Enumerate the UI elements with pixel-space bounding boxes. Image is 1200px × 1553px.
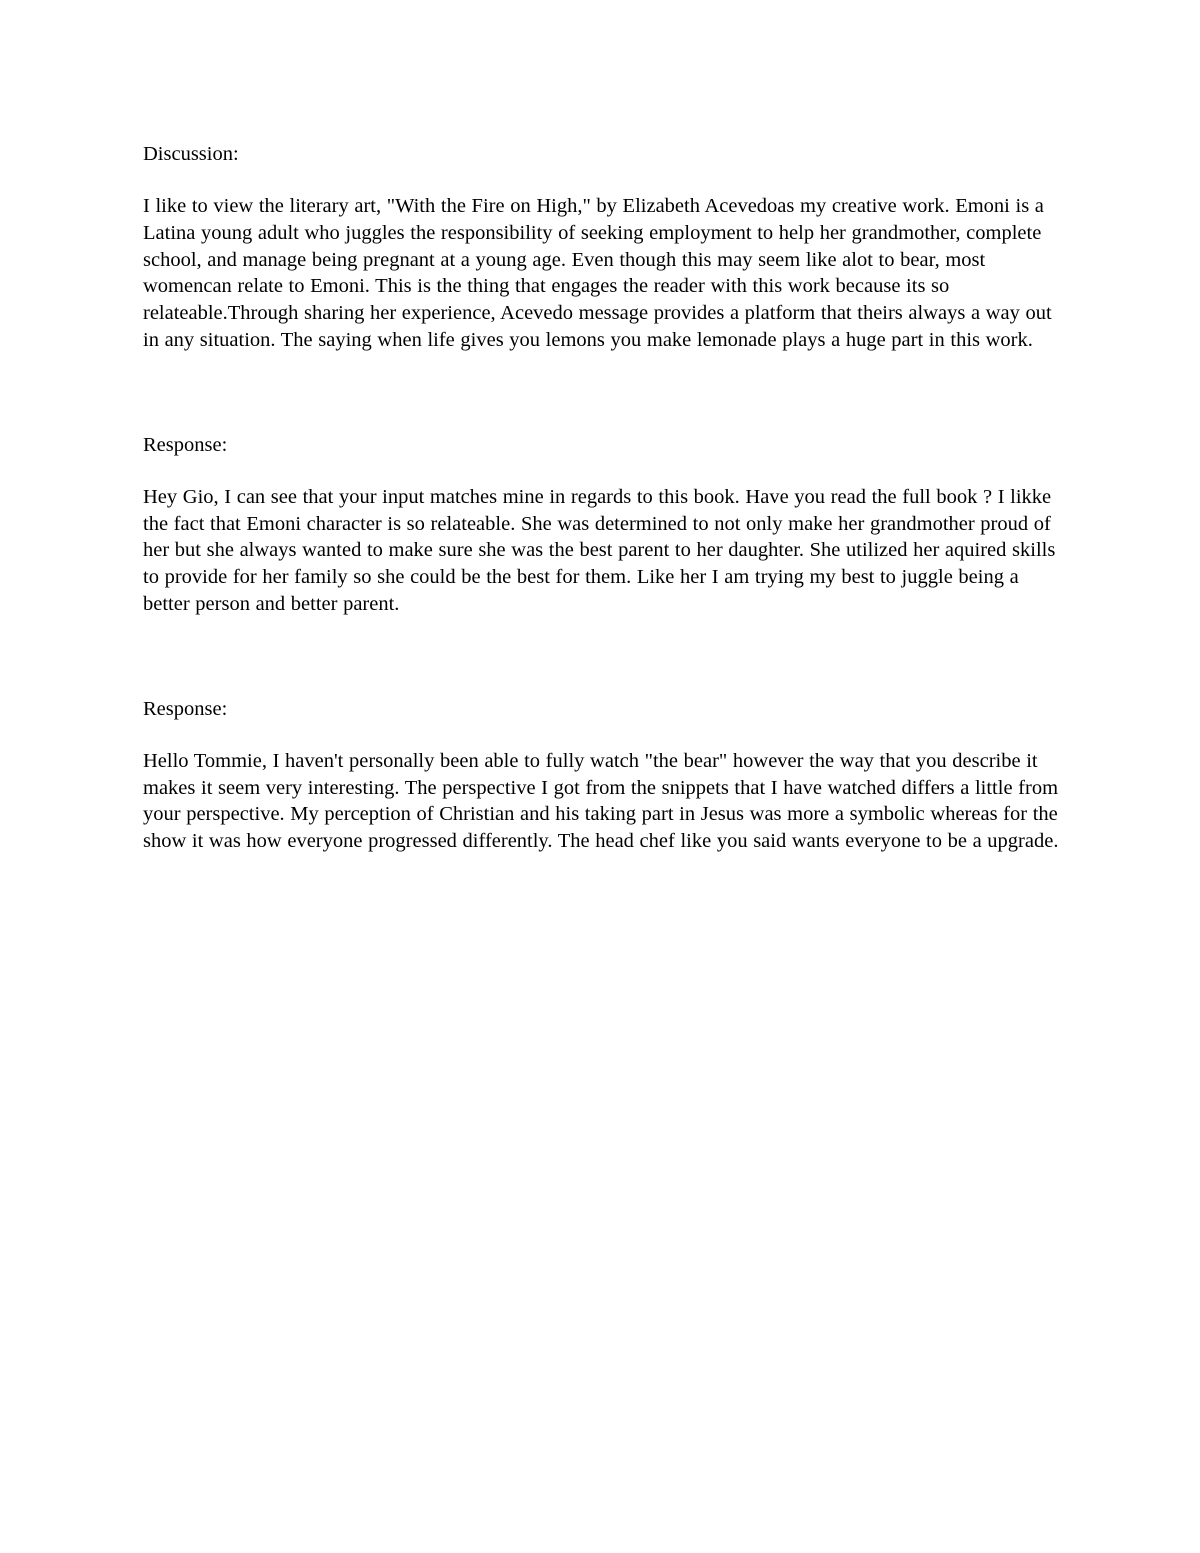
response-2-paragraph: Hello Tommie, I haven't personally been able to fully watch "the bear" however the way that you describe it makes it seem very interesting. The perspective I got from the snippets that I have watched differs a little from your perspective. My perception of Christian and his taking part in Jesus was more a symbolic whereas for the show it was how everyone progressed differently. The head chef like you said wants everyone to be a upgrade. — [143, 749, 1064, 853]
response-section-2 — [143, 696, 1064, 855]
document-content — [143, 141, 1064, 933]
discussion-heading: Discussion: — [143, 143, 239, 165]
discussion-paragraph: I like to view the literary art, "With the Fire on High," by Elizabeth Acevedoas my creative work. Emoni is a Latina young adult who juggles the responsibility of seeking employment to help her grandmother, complete school, and manage being pregnant at a young age. Even though this may seem like alot to bear, most womencan relate to Emoni. This is the thing that engages the reader with this work because its so relateable.Through sharing her experience, Acevedo message provides a platform that theirs always a way out in any situation. The saying when life gives you lemons you make lemonade plays a huge part in this work. — [143, 195, 1058, 351]
response-2-heading: Response: — [143, 697, 228, 720]
response-1-paragraph: Hey Gio, I can see that your input matches mine in regards to this book. Have you read the full book ? I likke the fact that Emoni character is so relateable. She was determined to not only make her grandmother proud of her but she always wanted to make sure she was the best parent to her daughter. She utilized her aquired skills to provide for her family so she could be the best for them. Like her I am trying my best to juggle being a better person and better parent. — [143, 485, 1061, 615]
response-1-heading: Response: — [143, 433, 228, 456]
discussion-section — [143, 141, 1059, 354]
response-section-1 — [143, 432, 1059, 618]
